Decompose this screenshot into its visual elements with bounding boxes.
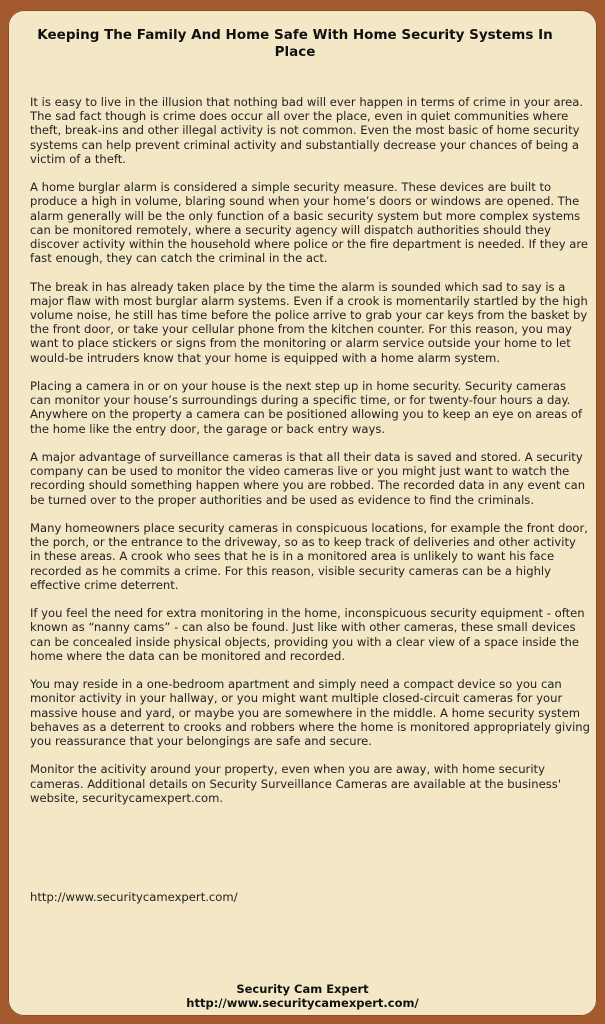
paragraph-6: Many homeowners place security cameras in conspicuous locations, for example the front door, the porch, or the entrance to the driveway, so as to keep track of deliveries and other activity in these areas. A crook who sees that he is in a monitored area is unlikely to want his face recorded as he commits a crime. For this reason, visible security cameras can be a highly effective crime deterrent.	[30, 521, 588, 592]
paragraph-5: A major advantage of surveillance cameras is that all their data is saved and stored. A security company can be used to monitor the video cameras live or you might just want to watch the recording should something happen where you are robbed. The recorded data in any event can be turned over to the proper authorities and be used as evidence to find the criminals.	[30, 450, 586, 507]
paragraph-2: A home burglar alarm is considered a simple security measure. These devices are built to produce a high in volume, blaring sound when your home’s doors or windows are opened. The alarm generally will be the only function of a basic security system but more complex systems can be monitored remotely, where a security agency will dispatch authorities should they discover activity within the household where police or the fire department is needed. If they are fast enough, they can catch the criminal in the act.	[30, 180, 589, 266]
footer-company-name: Security Cam Expert	[236, 982, 369, 996]
paragraph-9: Monitor the acitivity around your property, even when you are away, with home security cameras. Additional details on Security Surveillance Cameras are available at the business' website, securitycamexpert.com.	[30, 762, 562, 805]
article-title: Keeping The Family And Home Safe With Home Security Systems In Place	[37, 27, 553, 60]
paragraph-7: If you feel the need for extra monitoring in the home, inconspicuous security equipment - often known as “nanny cams” - can also be found. Just like with other cameras, these small devices can be concealed inside physical objects, providing you with a clear view of a space inside the home where the data can be monitored and recorded.	[30, 606, 585, 663]
paragraph-1: It is easy to live in the illusion that nothing bad will ever happen in terms of crime in your area. The sad fact though is crime does occur all over the place, even in quiet communities where theft, break-ins and other illegal activity is not common. Even the most basic of home security systems can help prevent criminal activity and substantially decrease your chances of being a victim of a theft.	[30, 95, 584, 166]
footer-url: http://www.securitycamexpert.com/	[186, 996, 419, 1010]
footer	[0, 982, 605, 1010]
source-url: http://www.securitycamexpert.com/	[30, 890, 238, 904]
paragraph-3: The break in has already taken place by the time the alarm is sounded which sad to say is a major flaw with most burglar alarm systems. Even if a crook is momentarily startled by the high volume noise, he still has time before the police arrive to grab your car keys from the basket by the front door, or take your cellular phone from the kitchen counter. For this reason, you may want to place stickers or signs from the monitoring or alarm service outside your home to let would-be intruders know that your home is equipped with a home alarm system.	[30, 279, 588, 365]
paragraph-4: Placing a camera in or on your house is the next step up in home security. Security cameras can monitor your house’s surroundings during a specific time, or for twenty-four hours a day. Anywhere on the property a camera can be positioned allowing you to keep an eye on areas of the home like the entry door, the garage or back entry ways.	[30, 379, 583, 436]
article-body	[30, 95, 590, 819]
paragraph-8: You may reside in a one-bedroom apartment and simply need a compact device so you can monitor activity in your hallway, or you might want multiple closed-circuit cameras for your massive house and yard, or maybe you are somewhere in the middle. A home security system behaves as a deterrent to crooks and robbers where the home is monitored appropriately giving you reassurance that your belongings are safe and secure.	[30, 677, 591, 749]
